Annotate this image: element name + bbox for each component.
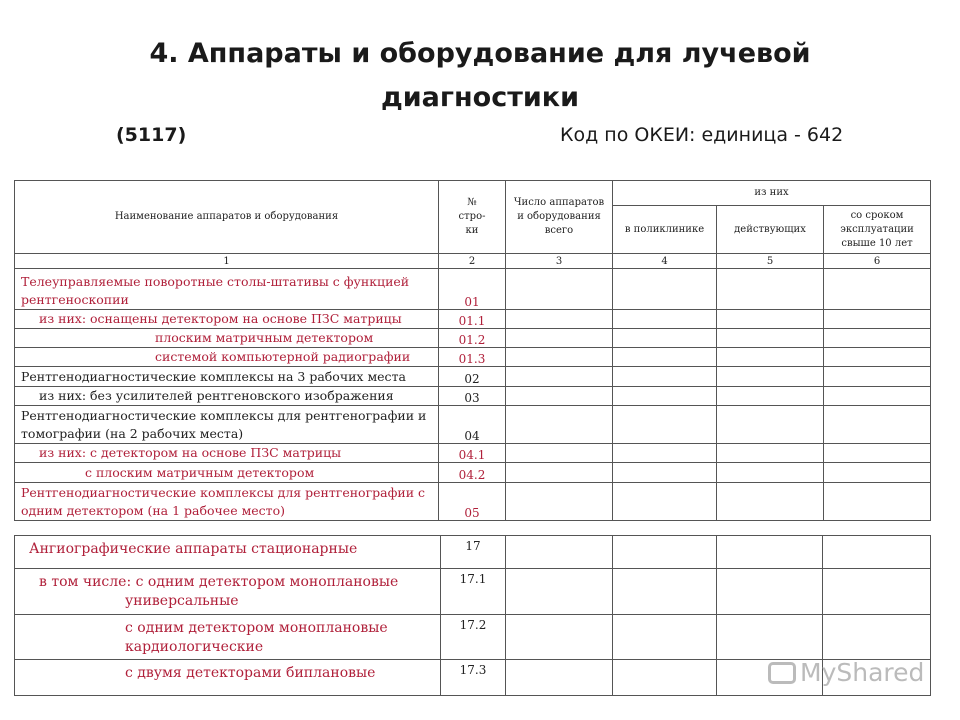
row-name <box>15 536 441 569</box>
table-row <box>15 406 931 444</box>
value-cell[interactable] <box>823 615 931 660</box>
row-name-line: в том числе: с одним детектором моноплановые <box>39 574 399 590</box>
value-cell[interactable] <box>717 406 824 444</box>
row-name-line: кардиологические <box>125 639 264 655</box>
value-cell[interactable] <box>613 483 717 521</box>
value-cell[interactable] <box>613 387 717 406</box>
row-number: 17.3 <box>441 660 506 696</box>
table-row <box>15 367 931 387</box>
column-number: 2 <box>439 254 506 269</box>
value-cell[interactable] <box>613 569 717 615</box>
header-active: действующих <box>717 206 824 254</box>
row-name: из них: с детектором на основе ПЗС матрицы <box>15 444 439 463</box>
watermark-logo-icon <box>768 662 796 684</box>
value-cell[interactable] <box>506 387 613 406</box>
column-number: 4 <box>613 254 717 269</box>
table-row <box>15 329 931 348</box>
value-cell[interactable] <box>506 615 613 660</box>
column-number: 3 <box>506 254 613 269</box>
row-name <box>15 660 441 696</box>
table-row <box>15 387 931 406</box>
value-cell[interactable] <box>717 348 824 367</box>
value-cell[interactable] <box>506 406 613 444</box>
row-name: Телеуправляемые поворотные столы-штативы с функцией рентгеноскопии <box>15 269 439 310</box>
table-row <box>15 310 931 329</box>
value-cell[interactable] <box>717 483 824 521</box>
header-row-no: № стро-ки <box>439 181 506 254</box>
table-row <box>15 463 931 483</box>
row-name-line: Ангиографические аппараты стационарные <box>29 541 358 557</box>
row-number: 04.1 <box>439 444 506 463</box>
value-cell[interactable] <box>506 536 613 569</box>
value-cell[interactable] <box>506 367 613 387</box>
row-number: 04.2 <box>439 463 506 483</box>
row-name: системой компьютерной радиографии <box>15 348 439 367</box>
row-name <box>15 569 441 615</box>
row-name: из них: оснащены детектором на основе ПЗС матрицы <box>15 310 439 329</box>
row-name <box>15 615 441 660</box>
row-number: 01.2 <box>439 329 506 348</box>
row-number: 05 <box>439 483 506 521</box>
value-cell[interactable] <box>506 444 613 463</box>
value-cell[interactable] <box>613 463 717 483</box>
row-number: 17.2 <box>441 615 506 660</box>
value-cell[interactable] <box>717 387 824 406</box>
row-number: 01.1 <box>439 310 506 329</box>
value-cell[interactable] <box>717 367 824 387</box>
title-line-1: 4. Аппараты и оборудование для лучевой <box>149 38 811 69</box>
value-cell[interactable] <box>824 463 931 483</box>
value-cell[interactable] <box>506 269 613 310</box>
value-cell[interactable] <box>717 615 823 660</box>
value-cell[interactable] <box>823 536 931 569</box>
watermark <box>768 658 924 687</box>
table-row <box>15 483 931 521</box>
value-cell[interactable] <box>613 660 717 696</box>
value-cell[interactable] <box>506 348 613 367</box>
value-cell[interactable] <box>613 348 717 367</box>
value-cell[interactable] <box>824 348 931 367</box>
column-number: 1 <box>15 254 439 269</box>
value-cell[interactable] <box>717 463 824 483</box>
value-cell[interactable] <box>717 569 823 615</box>
equipment-table <box>14 180 931 521</box>
row-name-line: с двумя детекторами биплановые <box>125 665 376 681</box>
value-cell[interactable] <box>613 329 717 348</box>
row-number: 01 <box>439 269 506 310</box>
table-row <box>15 569 931 615</box>
value-cell[interactable] <box>613 444 717 463</box>
column-number: 6 <box>824 254 931 269</box>
row-number: 02 <box>439 367 506 387</box>
value-cell[interactable] <box>824 483 931 521</box>
value-cell[interactable] <box>824 444 931 463</box>
form-code: (5117) <box>116 124 187 146</box>
value-cell[interactable] <box>824 387 931 406</box>
value-cell[interactable] <box>506 483 613 521</box>
table-row <box>15 348 931 367</box>
value-cell[interactable] <box>717 444 824 463</box>
column-number: 5 <box>717 254 824 269</box>
header-over-10-years: со сроком эксплуатации свыше 10 лет <box>824 206 931 254</box>
value-cell[interactable] <box>506 310 613 329</box>
value-cell[interactable] <box>506 329 613 348</box>
value-cell[interactable] <box>824 310 931 329</box>
row-number: 17 <box>441 536 506 569</box>
header-total: Число аппаратов и оборудования всего <box>506 181 613 254</box>
table-row <box>15 444 931 463</box>
value-cell[interactable] <box>717 329 824 348</box>
value-cell[interactable] <box>506 660 613 696</box>
value-cell[interactable] <box>613 406 717 444</box>
value-cell[interactable] <box>613 536 717 569</box>
header-polyclinic: в поликлинике <box>613 206 717 254</box>
row-name: Рентгенодиагностические комплексы для рентгенографии с одним детектором (на 1 рабочее место) <box>15 483 439 521</box>
row-name: Рентгенодиагностические комплексы на 3 рабочих места <box>15 367 439 387</box>
value-cell[interactable] <box>613 310 717 329</box>
value-cell[interactable] <box>717 310 824 329</box>
value-cell[interactable] <box>613 269 717 310</box>
row-name-line: с одним детектором моноплановые <box>125 620 388 636</box>
value-cell[interactable] <box>613 615 717 660</box>
table-row <box>15 536 931 569</box>
row-number: 01.3 <box>439 348 506 367</box>
table-row <box>15 615 931 660</box>
value-cell[interactable] <box>824 269 931 310</box>
value-cell[interactable] <box>717 269 824 310</box>
row-number: 04 <box>439 406 506 444</box>
value-cell[interactable] <box>613 367 717 387</box>
row-number: 17.1 <box>441 569 506 615</box>
title-line-2: диагностики <box>380 82 580 113</box>
header-name: Наименование аппаратов и оборудования <box>15 181 439 254</box>
value-cell[interactable] <box>824 329 931 348</box>
row-number: 03 <box>439 387 506 406</box>
row-name: с плоским матричным детектором <box>15 463 439 483</box>
okei-code: Код по ОКЕИ: единица - 642 <box>560 124 844 146</box>
value-cell[interactable] <box>506 569 613 615</box>
watermark-text: MyShared <box>800 658 925 687</box>
value-cell[interactable] <box>824 406 931 444</box>
row-name-line: универсальные <box>125 593 239 609</box>
value-cell[interactable] <box>717 536 823 569</box>
value-cell[interactable] <box>824 367 931 387</box>
row-name: Рентгенодиагностические комплексы для рентгенографии и томографии (на 2 рабочих места) <box>15 406 439 444</box>
table-row <box>15 269 931 310</box>
row-name: из них: без усилителей рентгеновского изображения <box>15 387 439 406</box>
row-name: плоским матричным детектором <box>15 329 439 348</box>
header-of-them: из них <box>613 181 931 206</box>
value-cell[interactable] <box>506 463 613 483</box>
value-cell[interactable] <box>823 569 931 615</box>
